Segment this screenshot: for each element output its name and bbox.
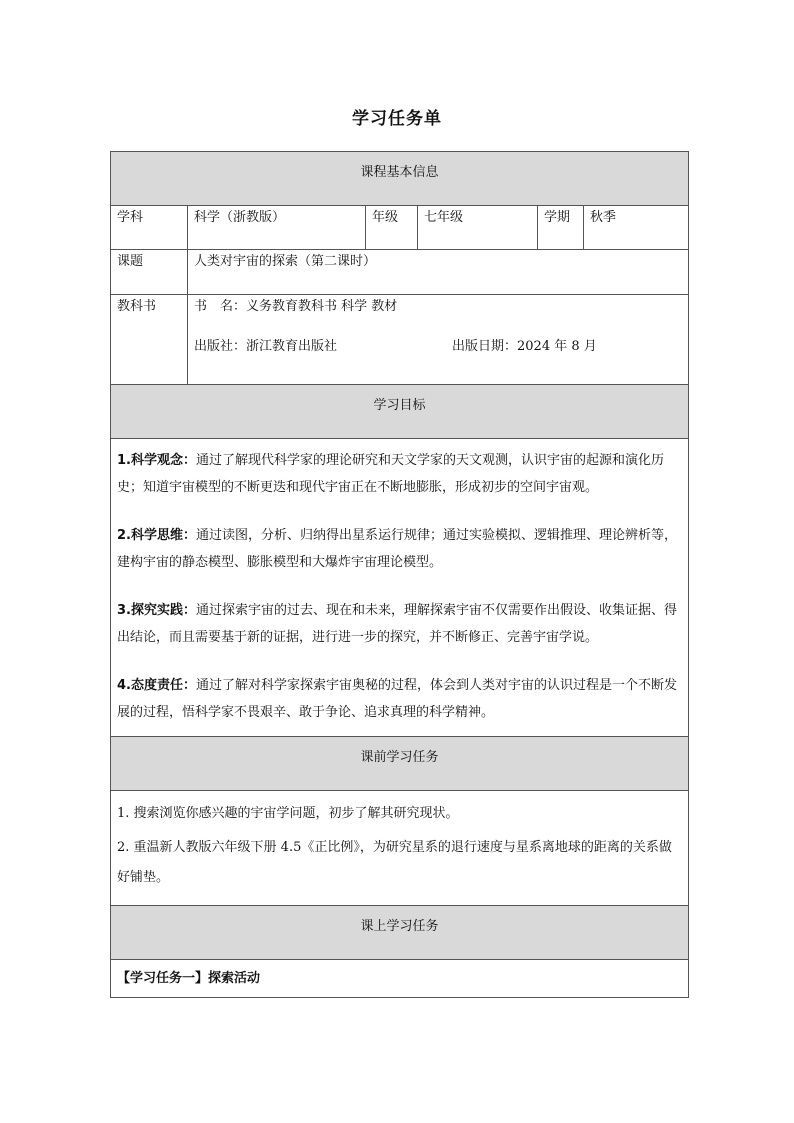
book-name-value: 义务教育教科书 科学 教材 (246, 299, 398, 314)
pub-date-value: 2024 年 8 月 (517, 339, 597, 354)
book-name-line (194, 295, 682, 314)
publisher-line (194, 335, 682, 354)
pub-date-label: 出版日期： (452, 339, 518, 354)
publisher-label: 出版社： (194, 339, 247, 354)
pre-class-tasks-cell (111, 791, 689, 906)
section-header-pre-class: 课前学习任务 (111, 737, 689, 791)
goal-heading: 4.态度责任： (117, 678, 196, 693)
grade-value: 七年级 (418, 206, 538, 250)
pre-task-item: 2. 重温新人教版六年级下册 4.5《正比例》，为研究星系的退行速度与星系离地球的距离的关系做好铺垫。 (117, 840, 672, 885)
goal-item (117, 597, 682, 651)
task-one-heading: 【学习任务一】探索活动 (111, 960, 689, 998)
textbook-details (188, 295, 689, 385)
goal-text: 通过探索宇宙的过去、现在和未来，理解探索宇宙不仅需要作出假设、收集证据、得出结论，而且需要基于新的证据，进行进一步的探究，并不断修正、完善宇宙学说。 (117, 603, 677, 645)
goal-text: 通过了解对科学家探索宇宙奥秘的过程，体会到人类对宇宙的认识过程是一个不断发展的过程，悟科学家不畏艰辛、敢于争论、追求真理的科学精神。 (117, 678, 677, 720)
topic-label: 课题 (111, 250, 188, 295)
publisher-value: 浙江教育出版社 (246, 339, 338, 354)
page-title: 学习任务单 (352, 109, 442, 129)
section-header-in-class: 课上学习任务 (111, 906, 689, 960)
topic-value: 人类对宇宙的探索（第二课时） (188, 250, 689, 295)
textbook-label: 教科书 (111, 295, 188, 385)
book-name-label: 书 名： (194, 299, 247, 314)
goal-heading: 3.探究实践： (117, 603, 196, 618)
subject-label: 学科 (111, 206, 188, 250)
goal-text: 通过了解现代科学家的理论研究和天文学家的天文观测，认识宇宙的起源和演化历史；知道宇宙模型的不断更迭和现代宇宙正在不断地膨胀，形成初步的空间宇宙观。 (117, 453, 664, 495)
goal-item (117, 447, 682, 501)
section-header-basic-info: 课程基本信息 (111, 152, 689, 206)
term-label: 学期 (538, 206, 584, 250)
goal-heading: 1.科学观念： (117, 453, 196, 468)
goal-item (117, 522, 682, 576)
pre-task-item: 1. 搜索浏览你感兴趣的宇宙学问题，初步了解其研究现状。 (117, 806, 459, 821)
grade-label: 年级 (366, 206, 418, 250)
goal-item (117, 672, 682, 726)
section-header-goals: 学习目标 (111, 385, 689, 439)
task-sheet-table (110, 151, 689, 998)
goal-text: 通过读图，分析、归纳得出星系运行规律；通过实验模拟、逻辑推理、理论辨析等，建构宇宙的静态模型、膨胀模型和大爆炸宇宙理论模型。 (117, 528, 677, 570)
goal-heading: 2.科学思维： (117, 528, 196, 543)
term-value: 秋季 (584, 206, 689, 250)
goals-cell (111, 439, 689, 737)
subject-value: 科学（浙教版） (188, 206, 366, 250)
